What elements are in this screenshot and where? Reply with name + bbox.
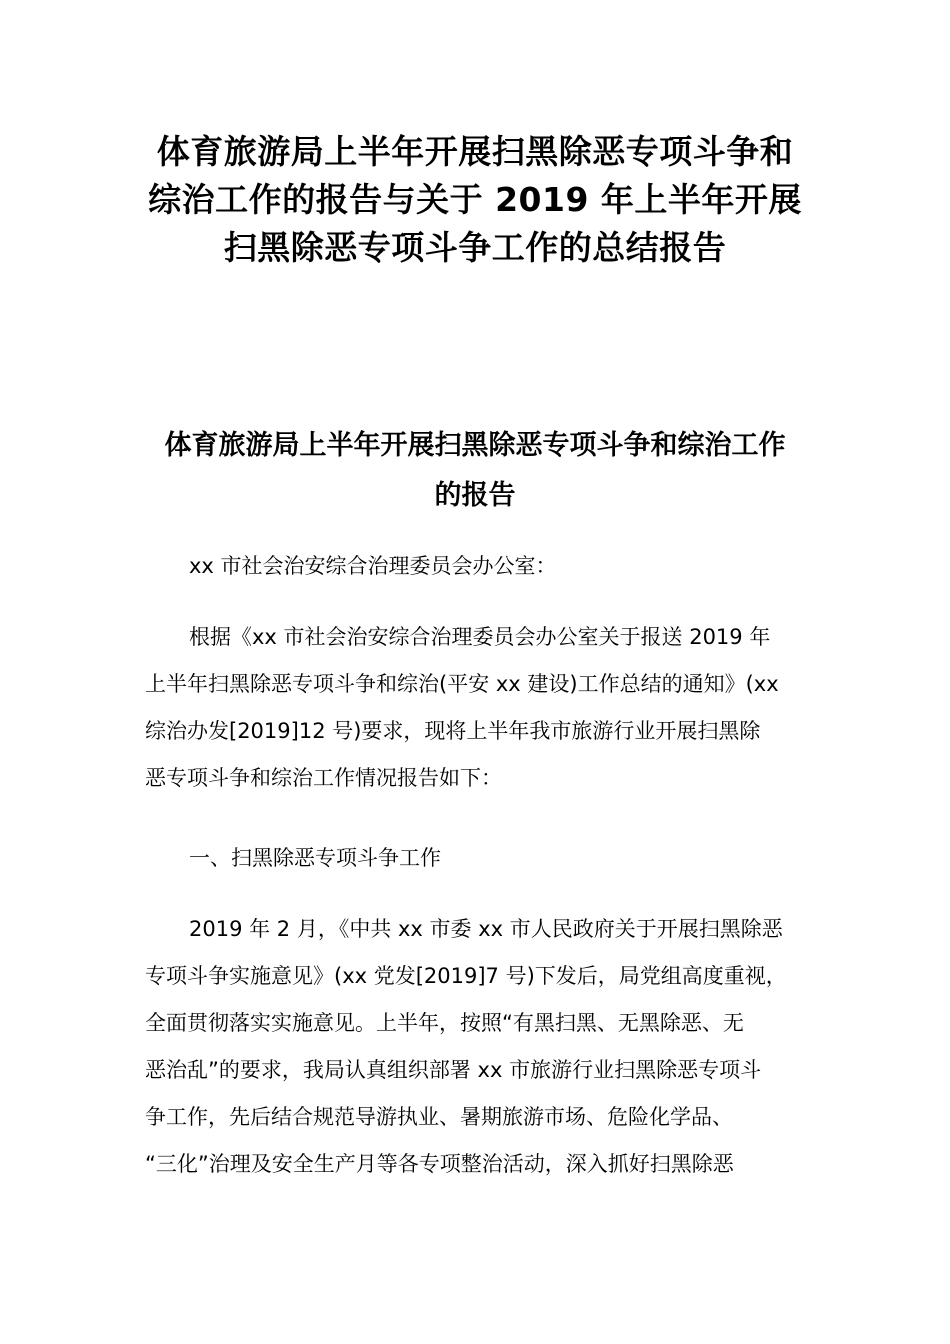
paragraph-line: 全面贯彻落实实施意见。上半年，按照“有黑扫黑、无黑除恶、无: [145, 1011, 744, 1035]
document-title: [120, 128, 830, 272]
addressee-line: xx 市社会治安综合治理委员会办公室：: [189, 554, 557, 578]
section-heading-line: 一、扫黑除恶专项斗争工作: [189, 846, 441, 870]
section-heading: [145, 835, 815, 882]
paragraph-line: 2019 年 2 月，《中共 xx 市委 xx 市人民政府关于开展扫黑除恶: [189, 917, 783, 941]
paragraph-line: 综治办发[2019]12 号)要求，现将上半年我市旅游行业开展扫黑除: [145, 719, 761, 743]
paragraph-body: [145, 906, 815, 1188]
section-title: [120, 421, 830, 521]
paragraph-line: 争工作，先后结合规范导游执业、暑期旅游市场、危险化学品、: [145, 1105, 733, 1129]
addressee: [145, 543, 815, 590]
paragraph-line: 上半年扫黑除恶专项斗争和综治(平安 xx 建设)工作总结的通知》(xx: [145, 672, 779, 696]
section-title-line: 的报告: [434, 480, 516, 511]
paragraph-line: 根据《xx 市社会治安综合治理委员会办公室关于报送 2019 年: [189, 625, 771, 649]
paragraph-line: “三化”治理及安全生产月等各专项整治活动，深入抓好扫黑除恶: [145, 1152, 734, 1176]
document-title-line: 扫黑除恶专项斗争工作的总结报告: [223, 228, 727, 267]
document-title-line: 综治工作的报告与关于 2019 年上半年开展: [148, 180, 802, 219]
document-title-line: 体育旅游局上半年开展扫黑除恶专项斗争和: [156, 132, 794, 171]
paragraph-line: 恶专项斗争和综治工作情况报告如下：: [145, 766, 502, 790]
paragraph-line: 专项斗争实施意见》(xx 党发[2019]7 号)下发后，局党组高度重视，: [145, 964, 787, 988]
paragraph-intro: [145, 614, 815, 802]
paragraph-line: 恶治乱”的要求，我局认真组织部署 xx 市旅游行业扫黑除恶专项斗: [145, 1058, 762, 1082]
section-title-line: 体育旅游局上半年开展扫黑除恶专项斗争和综治工作: [164, 430, 786, 461]
